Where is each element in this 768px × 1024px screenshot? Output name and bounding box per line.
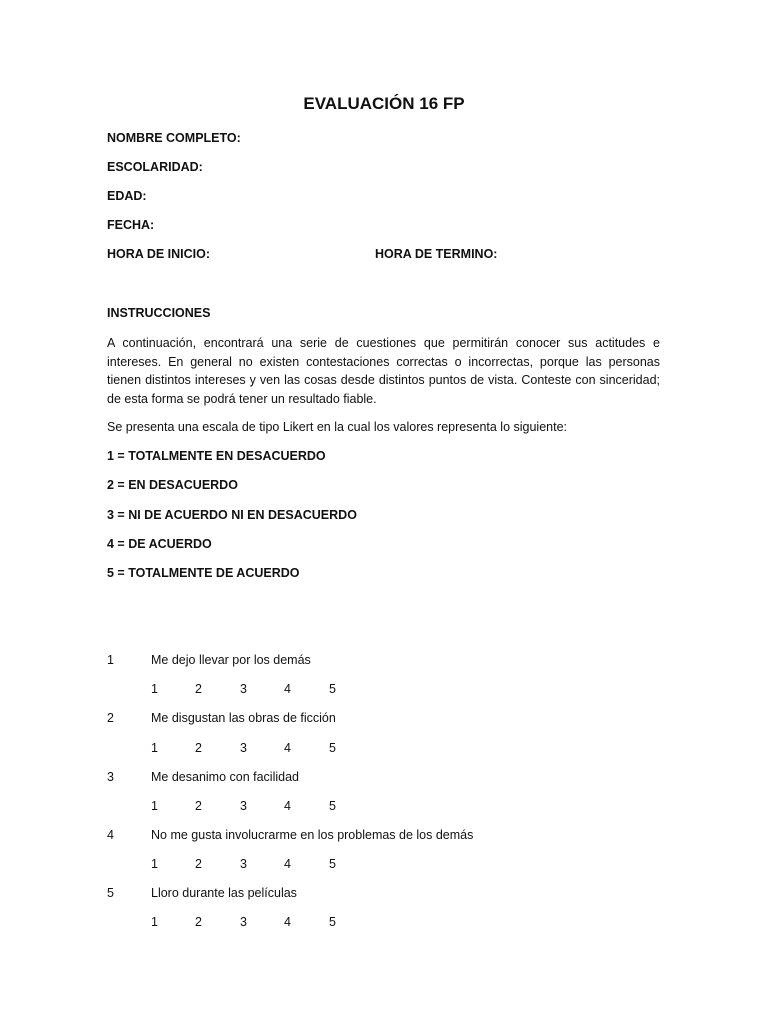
answer-option-4[interactable]: 4 [284, 915, 291, 929]
question-text: Me desanimo con facilidad [151, 770, 299, 784]
answer-option-5[interactable]: 5 [329, 915, 336, 929]
question-text: No me gusta involucrarme en los problemas de los demás [151, 828, 474, 842]
answer-option-2[interactable]: 2 [195, 857, 202, 871]
answer-option-2[interactable]: 2 [195, 799, 202, 813]
field-fecha-label: FECHA: [107, 218, 155, 232]
answer-option-4[interactable]: 4 [284, 682, 291, 696]
question-number: 1 [107, 653, 114, 667]
field-nombre-label: NOMBRE COMPLETO: [107, 131, 241, 145]
answer-option-2[interactable]: 2 [195, 741, 202, 755]
instructions-heading: INSTRUCCIONES [107, 306, 211, 320]
question-number: 5 [107, 886, 114, 900]
scale-intro: Se presenta una escala de tipo Likert en la cual los valores representa lo siguiente: [107, 420, 568, 434]
answer-option-1[interactable]: 1 [151, 682, 158, 696]
answer-option-1[interactable]: 1 [151, 799, 158, 813]
question-text: Me disgustan las obras de ficción [151, 711, 336, 725]
answer-option-3[interactable]: 3 [240, 682, 247, 696]
document-title: EVALUACIÓN 16 FP [303, 94, 465, 113]
answer-option-3[interactable]: 3 [240, 915, 247, 929]
question-number: 2 [107, 711, 114, 725]
answer-option-5[interactable]: 5 [329, 741, 336, 755]
question-number: 4 [107, 828, 114, 842]
question-text: Lloro durante las películas [151, 886, 297, 900]
answer-option-1[interactable]: 1 [151, 915, 158, 929]
answer-option-2[interactable]: 2 [195, 915, 202, 929]
answer-option-2[interactable]: 2 [195, 682, 202, 696]
field-hora-inicio-label: HORA DE INICIO: [107, 247, 211, 261]
answer-option-5[interactable]: 5 [329, 799, 336, 813]
answer-option-3[interactable]: 3 [240, 799, 247, 813]
instructions-paragraph: A continuación, encontrará una serie de cuestiones que permitirán conocer sus actitudes e intereses. En general no existen contestaciones correctas o incorrectas, porque las personas tienen distintos intereses y ven las cosas desde distintos puntos de vista. Conteste con sinceridad; de esta forma se podrá tener un resultado fiable. [107, 336, 660, 406]
answer-option-4[interactable]: 4 [284, 799, 291, 813]
question-number: 3 [107, 770, 114, 784]
scale-item-4: 4 = DE ACUERDO [107, 537, 212, 551]
field-edad-label: EDAD: [107, 189, 147, 203]
answer-option-4[interactable]: 4 [284, 857, 291, 871]
field-hora-termino-label: HORA DE TERMINO: [375, 247, 498, 261]
answer-option-4[interactable]: 4 [284, 741, 291, 755]
scale-item-5: 5 = TOTALMENTE DE ACUERDO [107, 566, 300, 580]
answer-option-1[interactable]: 1 [151, 741, 158, 755]
field-escolaridad-label: ESCOLARIDAD: [107, 160, 203, 174]
scale-item-1: 1 = TOTALMENTE EN DESACUERDO [107, 449, 326, 463]
answer-option-5[interactable]: 5 [329, 682, 336, 696]
answer-option-3[interactable]: 3 [240, 741, 247, 755]
scale-item-3: 3 = NI DE ACUERDO NI EN DESACUERDO [107, 508, 357, 522]
answer-option-3[interactable]: 3 [240, 857, 247, 871]
answer-option-5[interactable]: 5 [329, 857, 336, 871]
question-text: Me dejo llevar por los demás [151, 653, 311, 667]
scale-item-2: 2 = EN DESACUERDO [107, 478, 238, 492]
answer-option-1[interactable]: 1 [151, 857, 158, 871]
